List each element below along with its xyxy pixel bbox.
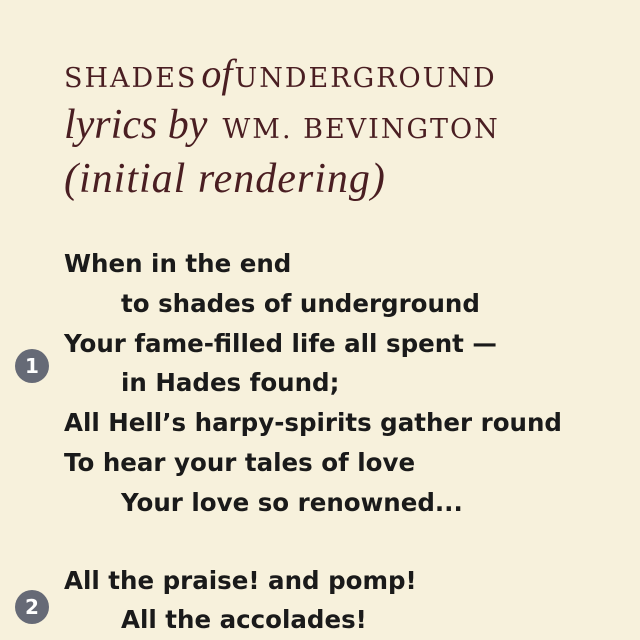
section-marker-1: 1 bbox=[15, 349, 49, 383]
title-of: of bbox=[201, 51, 233, 96]
title-line-1 bbox=[64, 51, 497, 96]
lyric-line: When in the end bbox=[64, 249, 292, 278]
section-marker-2: 2 bbox=[15, 590, 49, 624]
title-shades: SHADES bbox=[64, 63, 198, 94]
stanza-1 bbox=[64, 244, 562, 523]
lyric-line: To hear your tales of love bbox=[64, 447, 416, 477]
lyric-line: Your love so renowned... bbox=[121, 487, 463, 517]
lyric-line: in Hades found; bbox=[121, 368, 340, 398]
lyric-line: All the praise! and pomp! bbox=[64, 565, 417, 595]
lyric-line: Your fame-filled life all spent — bbox=[64, 328, 497, 358]
title-author: WM. BEVINGTON bbox=[222, 114, 500, 145]
title-line-2 bbox=[64, 104, 500, 146]
lyric-line: All the accolades! bbox=[121, 605, 367, 635]
lyrics-body bbox=[64, 244, 562, 640]
stanza-gap bbox=[64, 523, 562, 561]
title-line-3 bbox=[64, 158, 386, 200]
title-underground: UNDERGROUND bbox=[234, 63, 497, 94]
stanza-2 bbox=[64, 561, 562, 640]
lyric-line: All Hell’s harpy-spirits gather round bbox=[64, 408, 562, 438]
lyric-line: to shades of underground bbox=[121, 288, 480, 318]
title-lyrics-by: lyrics by bbox=[64, 102, 208, 148]
title-subtitle: (initial rendering) bbox=[64, 156, 386, 202]
